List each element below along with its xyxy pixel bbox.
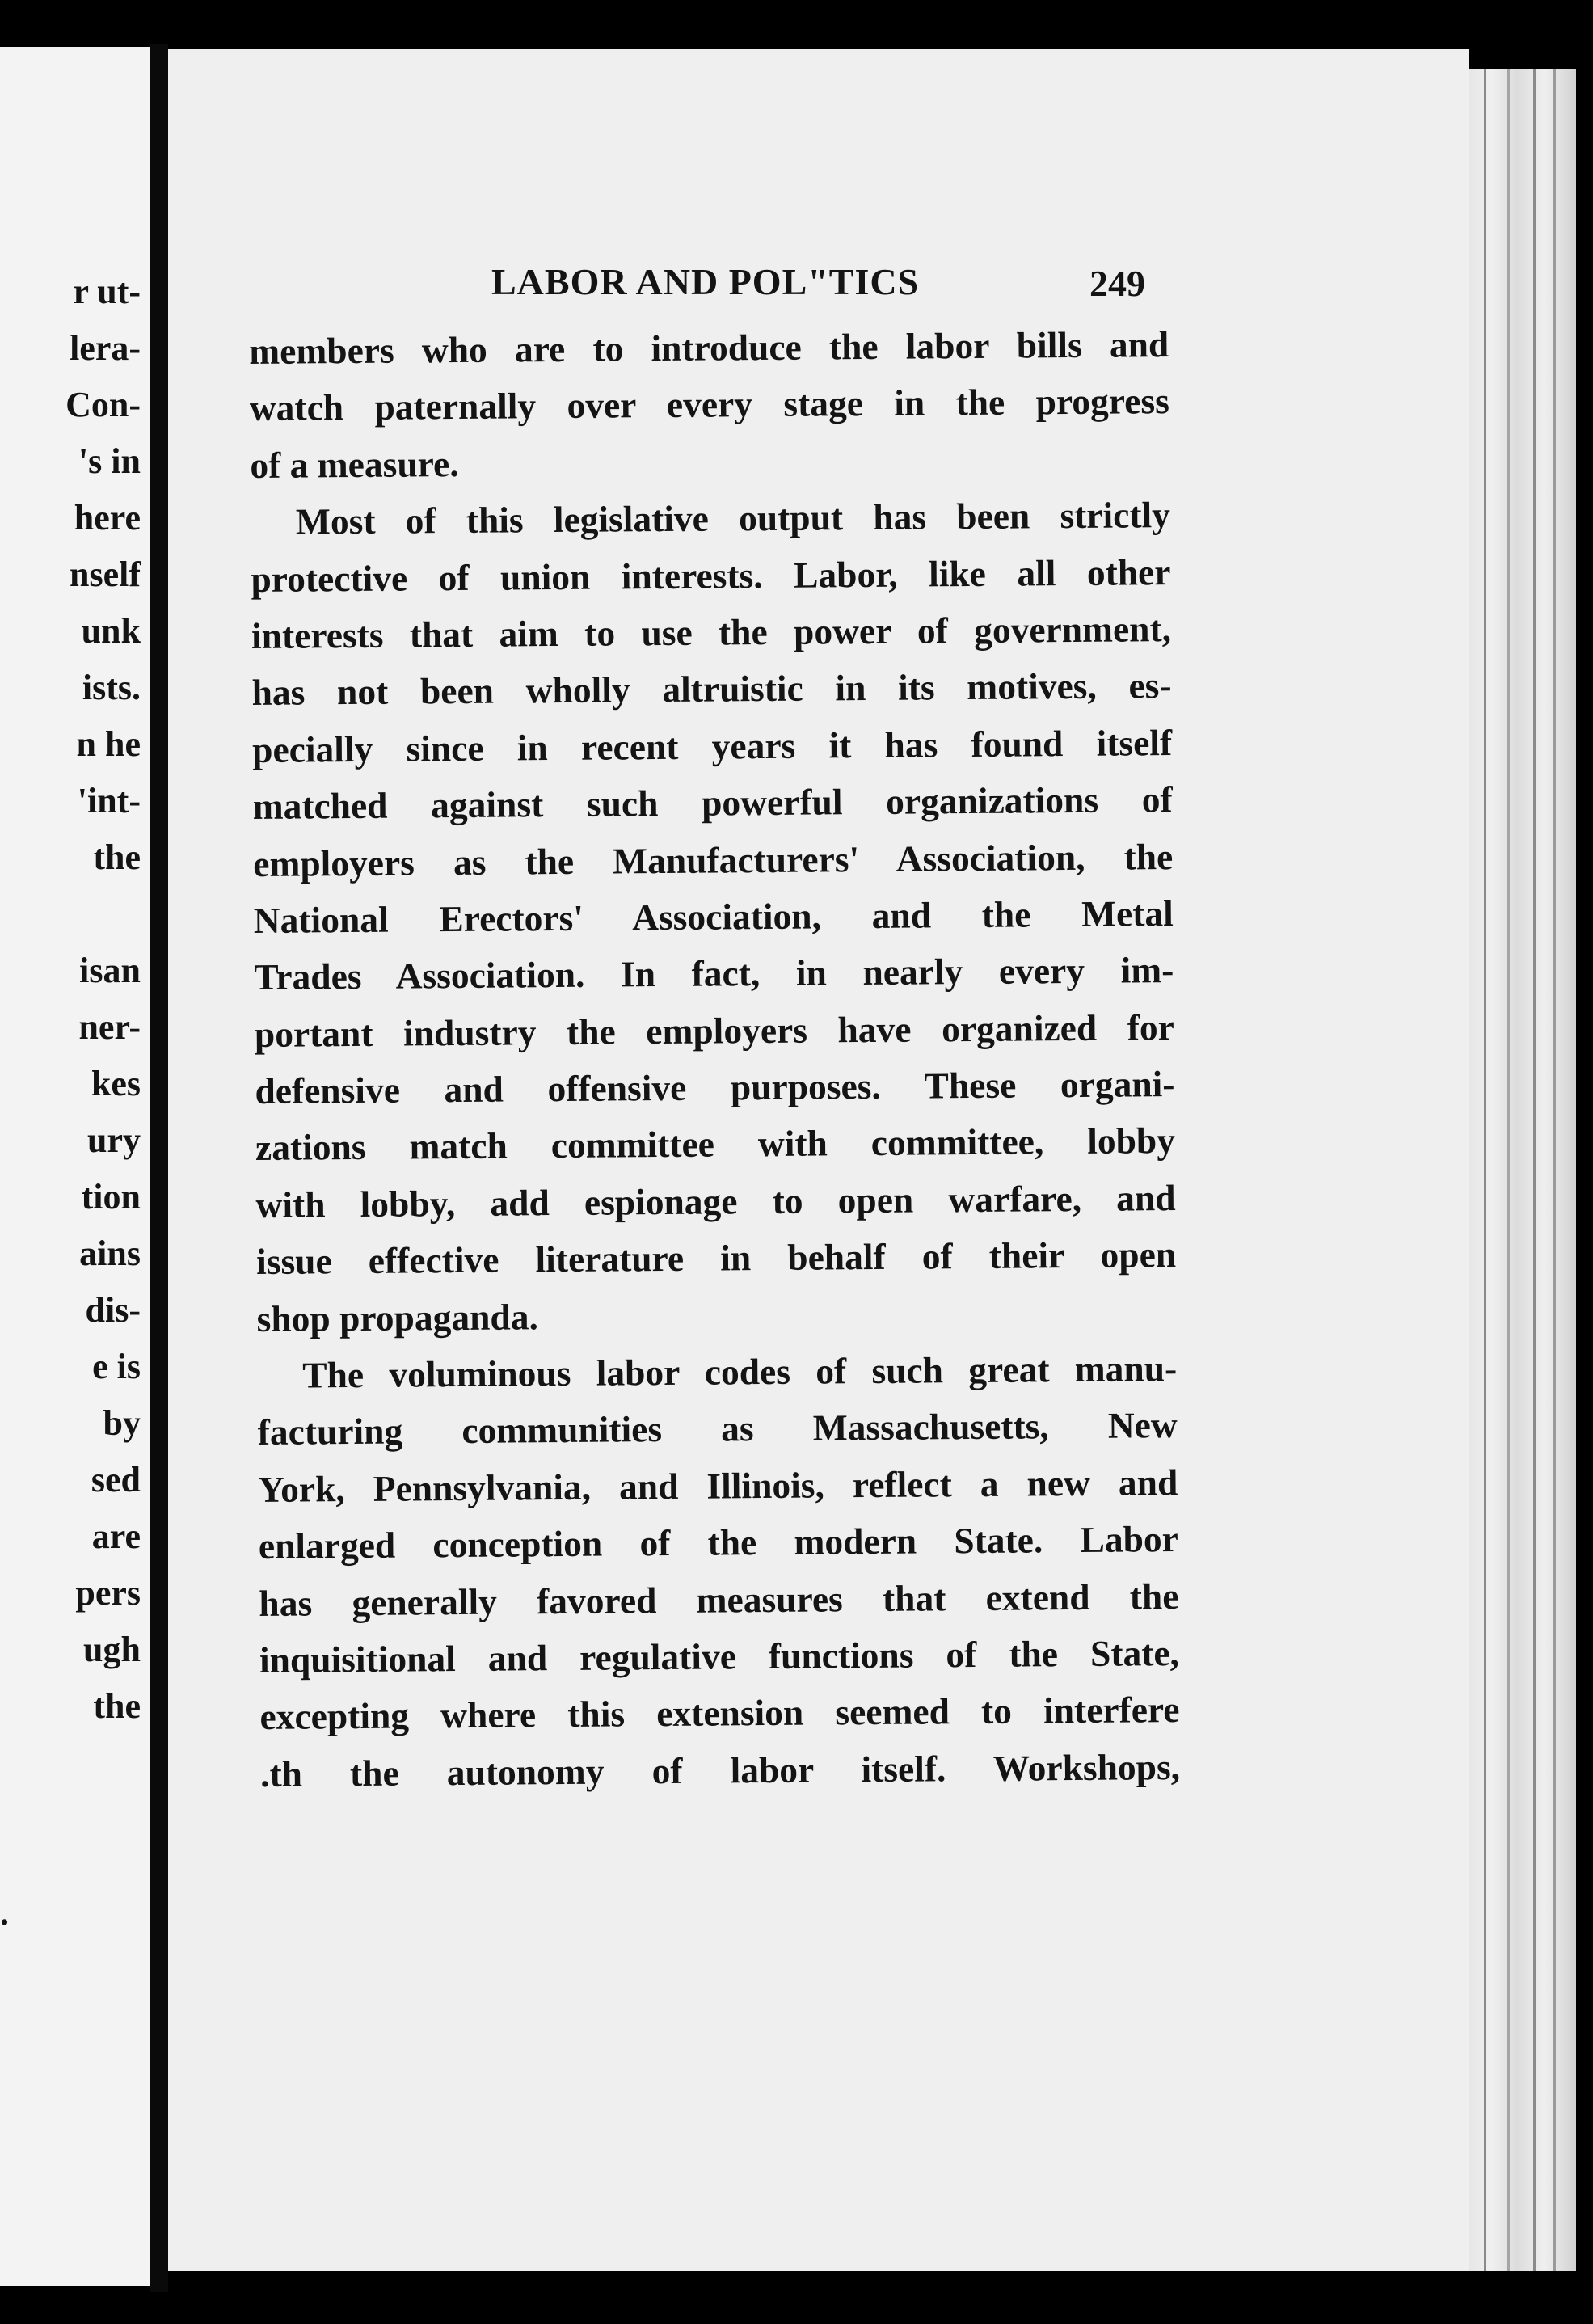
left-page-line: ury (87, 1120, 141, 1160)
page-number: 249 (1089, 263, 1145, 304)
text-line: shop propaganda. (256, 1295, 539, 1339)
text-line: facturing communities as Massachusetts, New (257, 1404, 1178, 1453)
left-page-line: Con- (65, 385, 141, 424)
text-line: has generally favored measures that extend the (259, 1575, 1179, 1624)
text-line: protective of union interests. Labor, like all other (251, 550, 1171, 600)
text-line: employers as the Manufacturers' Association, the (253, 835, 1174, 884)
left-page-line: kes (91, 1064, 141, 1103)
text-line: pecially since in recent years it has found itself (251, 721, 1173, 770)
text-line: York, Pennsylvania, and Illinois, reflect a new and (258, 1461, 1178, 1510)
text-line: Trades Association. In fact, in nearly every im- (254, 949, 1174, 998)
text-line: of a measure. (250, 442, 459, 486)
text-line: zations match committee with committee, lobby (255, 1120, 1176, 1169)
left-page-line-fragments (65, 264, 141, 1735)
text-line: interests that aim to use the power of government, (251, 608, 1172, 656)
left-page-line: e is (92, 1347, 141, 1386)
left-page-line: ner- (78, 1007, 141, 1047)
left-page-line: lera- (70, 328, 141, 368)
text-line: portant industry the employers have organized for (254, 1006, 1175, 1055)
left-page-line: are (91, 1516, 141, 1556)
left-page-line: the (93, 837, 141, 877)
left-page-line: the (93, 1686, 141, 1726)
left-page-line: 'int- (77, 781, 141, 820)
left-page-end-mark: . (0, 1893, 9, 1933)
left-page-line: pers (75, 1573, 141, 1613)
text-line: with lobby, add espionage to open warfare, and (255, 1176, 1176, 1225)
left-page-line: isan (79, 951, 141, 990)
text-line: excepting where this extension seemed to interfere (259, 1689, 1180, 1738)
left-page-line: sed (91, 1460, 141, 1499)
left-page-line: n he (76, 724, 141, 764)
left-page-line: unk (81, 611, 141, 651)
page-stack-edges (1469, 69, 1576, 2271)
text-line: members who are to introduce the labor bills and (249, 323, 1169, 372)
text-line: defensive and offensive purposes. These organi- (255, 1063, 1175, 1112)
left-page-line: dis- (85, 1290, 141, 1330)
text-line: has not been wholly altruistic in its motives, es- (251, 664, 1172, 714)
text-line: National Erectors' Association, and the Metal (253, 892, 1174, 941)
text-line: issue effective literature in behalf of their open (255, 1234, 1177, 1283)
left-page-line: r ut- (73, 272, 141, 311)
left-page-line: ugh (83, 1630, 141, 1669)
text-line: enlarged conception of the modern State. Labor (258, 1518, 1179, 1567)
text-line: Most of this legislative output has been strictly (295, 494, 1171, 542)
left-page-line: ains (79, 1234, 141, 1273)
text-line: matched against such powerful organizations of (252, 778, 1173, 828)
text-line: watch paternally over every stage in the progress (249, 380, 1169, 429)
left-page-line: here (74, 498, 141, 538)
book-page (168, 49, 1469, 2271)
book-gutter (150, 44, 168, 2292)
body-text (249, 316, 1180, 1803)
running-title: LABOR AND POL"TICS (491, 261, 920, 302)
left-page-line: nself (70, 555, 141, 594)
left-page-fragment (0, 47, 150, 2286)
text-line: The voluminous labor codes of such great manu- (302, 1348, 1178, 1396)
left-page-line: ists. (82, 668, 141, 707)
left-page-line (65, 886, 141, 943)
left-page-line: tion (81, 1177, 141, 1217)
text-line: inquisitional and regulative functions of the State, (259, 1631, 1180, 1681)
left-page-line: by (103, 1403, 141, 1443)
left-page-line: 's in (78, 441, 141, 481)
text-line: .th the autonomy of labor itself. Workshops, (259, 1745, 1181, 1795)
